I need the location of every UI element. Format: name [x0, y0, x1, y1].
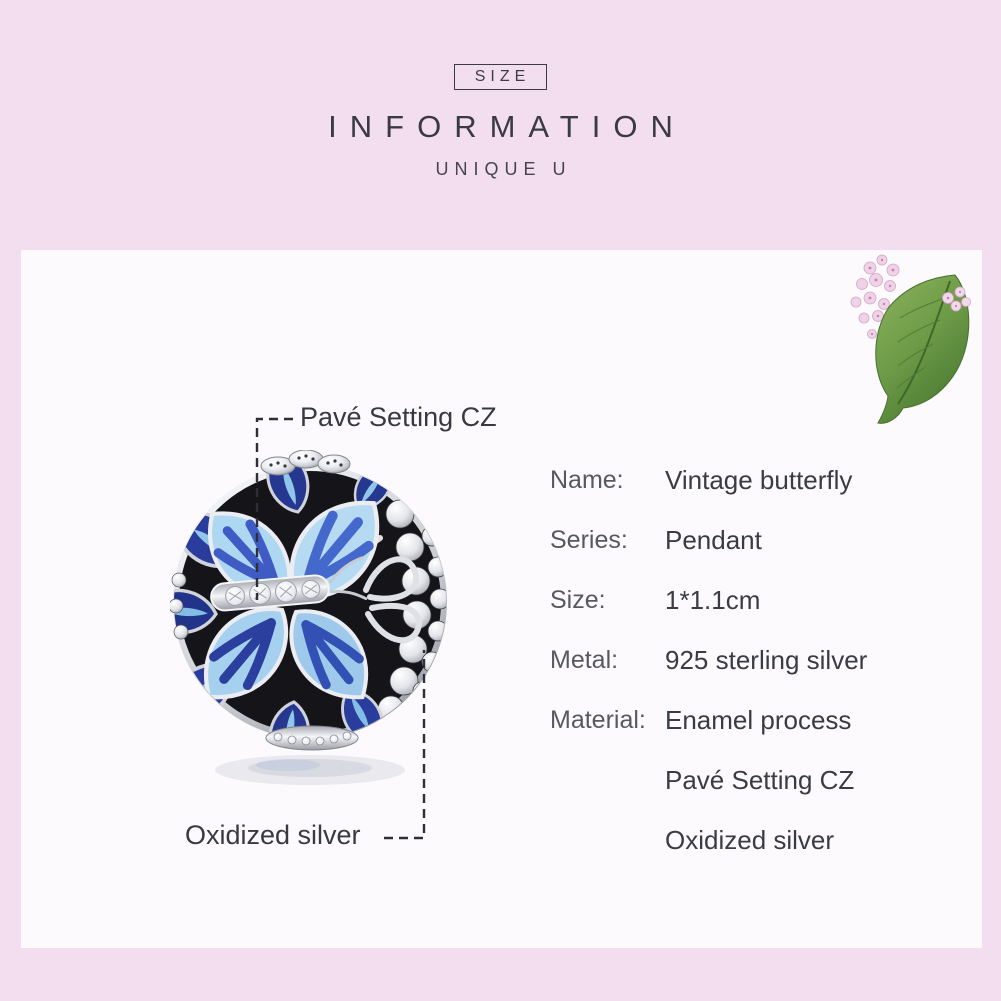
spec-label: Name:: [550, 465, 624, 494]
spec-value: Enamel process: [665, 704, 852, 735]
charm-reflection: [215, 755, 405, 785]
bottom-cz-crown: [266, 726, 358, 750]
leaf: [876, 275, 969, 423]
spec-row-size: [550, 570, 867, 630]
size-badge: [0, 0, 1001, 90]
spec-value: 925 sterling silver: [665, 644, 868, 675]
spec-row-material-3: [550, 810, 867, 870]
size-badge-label: SIZE: [454, 64, 548, 90]
page-title: [0, 109, 1001, 145]
spec-row-name: [550, 450, 867, 510]
callout-oxidized-silver: Oxidized silver: [185, 820, 361, 850]
spec-label: Metal:: [550, 645, 619, 674]
spec-value: Oxidized silver: [665, 824, 835, 855]
charm-bead-image: [170, 450, 460, 795]
spec-value: 1*1.1cm: [665, 584, 761, 615]
leaf-flower-illustration: [836, 246, 986, 428]
spec-value: Pavé Setting CZ: [665, 764, 855, 795]
spec-value: Vintage butterfly: [665, 464, 853, 495]
info-card: [21, 250, 982, 948]
spec-list: [550, 450, 867, 870]
page-subtitle-text: UNIQUE U: [435, 159, 572, 179]
spec-row-material-2: [550, 750, 867, 810]
spec-row-material: [550, 690, 867, 750]
page-subtitle: [0, 159, 1001, 180]
spec-row-series: [550, 510, 867, 570]
spec-label: Series:: [550, 525, 628, 554]
page-title-text: INFORMATION: [328, 109, 686, 144]
spec-label: Material:: [550, 705, 646, 734]
spec-value: Pendant: [665, 524, 762, 555]
callout-pave-setting: Pavé Setting CZ: [300, 402, 497, 432]
spec-row-metal: [550, 630, 867, 690]
spec-label: Size:: [550, 585, 606, 614]
header: [0, 0, 1001, 180]
